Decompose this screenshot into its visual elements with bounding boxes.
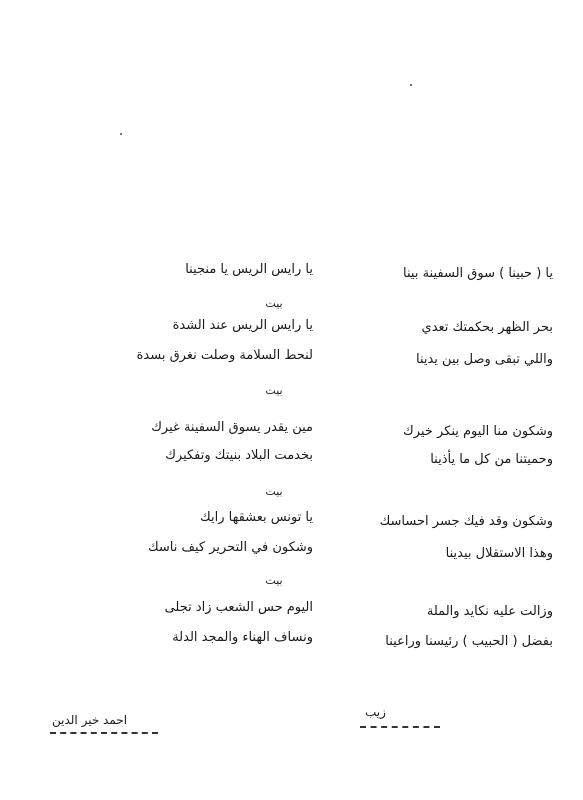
signature-right-underline <box>360 726 440 728</box>
signature-right: زيب <box>365 705 386 719</box>
scan-speck <box>410 84 412 86</box>
signature-left: احمد خير الدين <box>52 713 128 727</box>
verse-5-left-1: وزالت عليه نكايد والملة <box>426 604 553 619</box>
verse-1-right-1: يا رايس الريس يا منجينا <box>185 262 313 277</box>
verse-5-right-1: اليوم حس الشعب زاد تجلى <box>164 600 313 615</box>
verse-2-left-2: واللي تبقى وصل بين يدينا <box>415 352 553 367</box>
verse-4-left-2: وهذا الاستقلال بيدينا <box>445 546 553 561</box>
stanza-separator: بيت <box>265 384 283 397</box>
signature-left-underline <box>50 732 158 734</box>
verse-3-right-1: مين يقدر يسوق السفينة غيرك <box>151 420 313 435</box>
verse-2-right-1: يا رايس الريس عند الشدة <box>172 318 313 333</box>
verse-2-left-1: بحر الظهر بحكمتك تعدي <box>421 320 553 335</box>
verse-3-left-1: وشكون منا اليوم ينكر خيرك <box>403 424 553 439</box>
stanza-separator: بيت <box>265 297 283 310</box>
verse-3-left-2: وحميتنا من كل ما يأذينا <box>430 452 553 467</box>
stanza-separator: بيت <box>265 574 283 587</box>
verse-4-left-1: وشكون وقد فيك جسر احساسك <box>379 514 553 529</box>
verse-5-right-2: ونساف الهناء والمجد الدلة <box>172 630 313 645</box>
verse-5-left-2: بفضل ( الحبيب ) رئيسنا وراعينا <box>385 634 553 649</box>
verse-1-left-1: يا ( حبينا ) سوق السفينة بينا <box>403 266 553 281</box>
verse-3-right-2: بخدمت البلاد بنيتك وتفكيرك <box>165 448 313 463</box>
verse-2-right-2: لنحط السلامة وصلت نغرق بسدة <box>136 348 313 363</box>
stanza-separator: بيت <box>265 485 283 498</box>
scan-speck <box>120 133 122 135</box>
verse-4-right-2: وشكون في التحرير كيف ناسك <box>147 540 313 555</box>
verse-4-right-1: يا تونس بعشقها رايك <box>200 510 313 525</box>
